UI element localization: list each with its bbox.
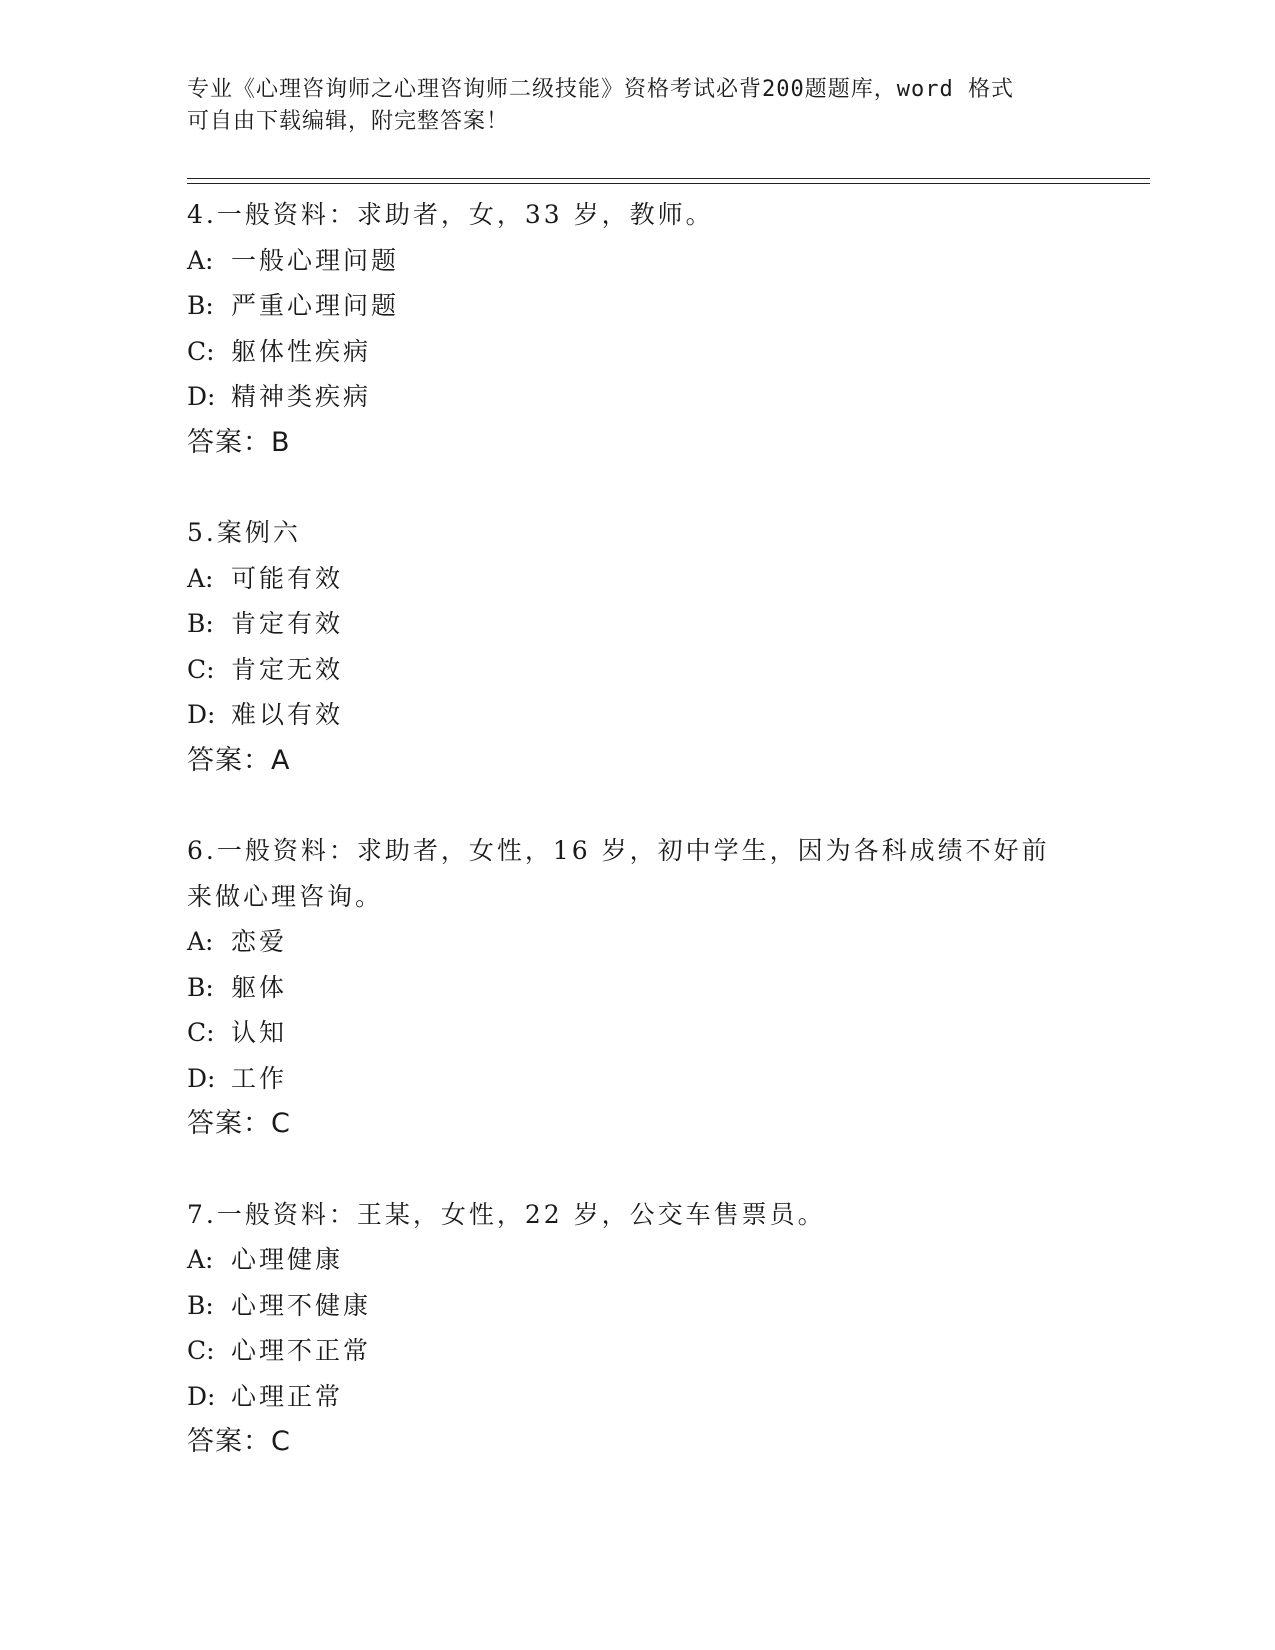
option-letter: A: [187, 1245, 214, 1274]
answer-line: 答案：B [187, 426, 291, 458]
option-text: 认知 [231, 1018, 288, 1047]
option-letter: C: [187, 336, 215, 366]
option-c [187, 329, 1087, 375]
question-stem: 6.一般资料：求助者，女性，16 岁，初中学生，因为各科成绩不好前 [187, 836, 1050, 865]
option-text: 心理健康 [231, 1245, 344, 1274]
option-letter: B: [187, 972, 214, 1002]
option-d [187, 692, 1087, 738]
spacer [187, 465, 1087, 510]
option-text: 可能有效 [231, 563, 344, 593]
option-letter: A: [187, 563, 214, 593]
header-line-1: 专业《心理咨询师之心理咨询师二级技能》资格考试必背200题题库，word 格式 [187, 77, 1014, 102]
option-letter: B: [187, 1290, 214, 1320]
option-d [187, 1374, 1087, 1420]
option-d [187, 374, 1087, 420]
question-list [187, 192, 1087, 1465]
option-text: 肯定无效 [231, 654, 344, 684]
option-text: 精神类疾病 [231, 382, 372, 411]
option-a [187, 238, 1087, 284]
option-letter: D: [187, 1381, 216, 1411]
question-stem: 4.一般资料：求助者，女，33 岁，教师。 [187, 200, 714, 229]
question-item [187, 1192, 1087, 1465]
option-text: 躯体性疾病 [231, 336, 372, 366]
option-letter: D: [187, 700, 216, 729]
question-item [187, 828, 1087, 1147]
spacer [187, 783, 1087, 828]
option-text: 工作 [231, 1063, 288, 1093]
spacer [187, 1147, 1087, 1192]
header-divider-top [187, 178, 1150, 179]
option-b [187, 965, 1087, 1011]
option-d [187, 1056, 1087, 1102]
option-letter: C: [187, 654, 215, 684]
question-item [187, 510, 1087, 783]
question-stem: 5.案例六 [187, 518, 301, 547]
answer-line: 答案：C [187, 1426, 291, 1457]
option-a [187, 919, 1087, 965]
option-letter: D: [187, 1063, 216, 1093]
option-text: 恋爱 [231, 927, 288, 956]
answer-line: 答案：C [187, 1108, 291, 1139]
option-b [187, 601, 1087, 647]
option-text: 心理不健康 [231, 1290, 372, 1320]
option-b [187, 283, 1087, 329]
option-letter: A: [187, 245, 214, 275]
option-text: 肯定有效 [231, 609, 344, 638]
document-header [187, 74, 1087, 138]
option-b [187, 1283, 1087, 1329]
option-a [187, 1237, 1087, 1283]
option-text: 心理不正常 [231, 1336, 372, 1365]
option-text: 躯体 [231, 972, 288, 1002]
option-letter: B: [187, 609, 214, 638]
option-c [187, 1010, 1087, 1056]
option-letter: C: [187, 1336, 215, 1365]
question-stem: 7.一般资料：王某，女性，22 岁，公交车售票员。 [187, 1199, 826, 1229]
answer-line: 答案：A [187, 744, 291, 776]
option-text: 难以有效 [231, 700, 344, 729]
option-text: 心理正常 [231, 1381, 344, 1411]
option-text: 严重心理问题 [231, 291, 400, 320]
option-letter: C: [187, 1018, 215, 1047]
question-stem-continued: 来做心理咨询。 [187, 881, 384, 911]
option-letter: A: [187, 927, 214, 956]
option-letter: D: [187, 382, 216, 411]
option-c [187, 647, 1087, 693]
option-c [187, 1328, 1087, 1374]
option-letter: B: [187, 291, 214, 320]
option-a [187, 556, 1087, 602]
header-divider-bottom [187, 183, 1150, 184]
option-text: 一般心理问题 [231, 245, 400, 275]
header-line-2: 可自由下载编辑，附完整答案！ [187, 109, 510, 134]
question-item [187, 192, 1087, 465]
